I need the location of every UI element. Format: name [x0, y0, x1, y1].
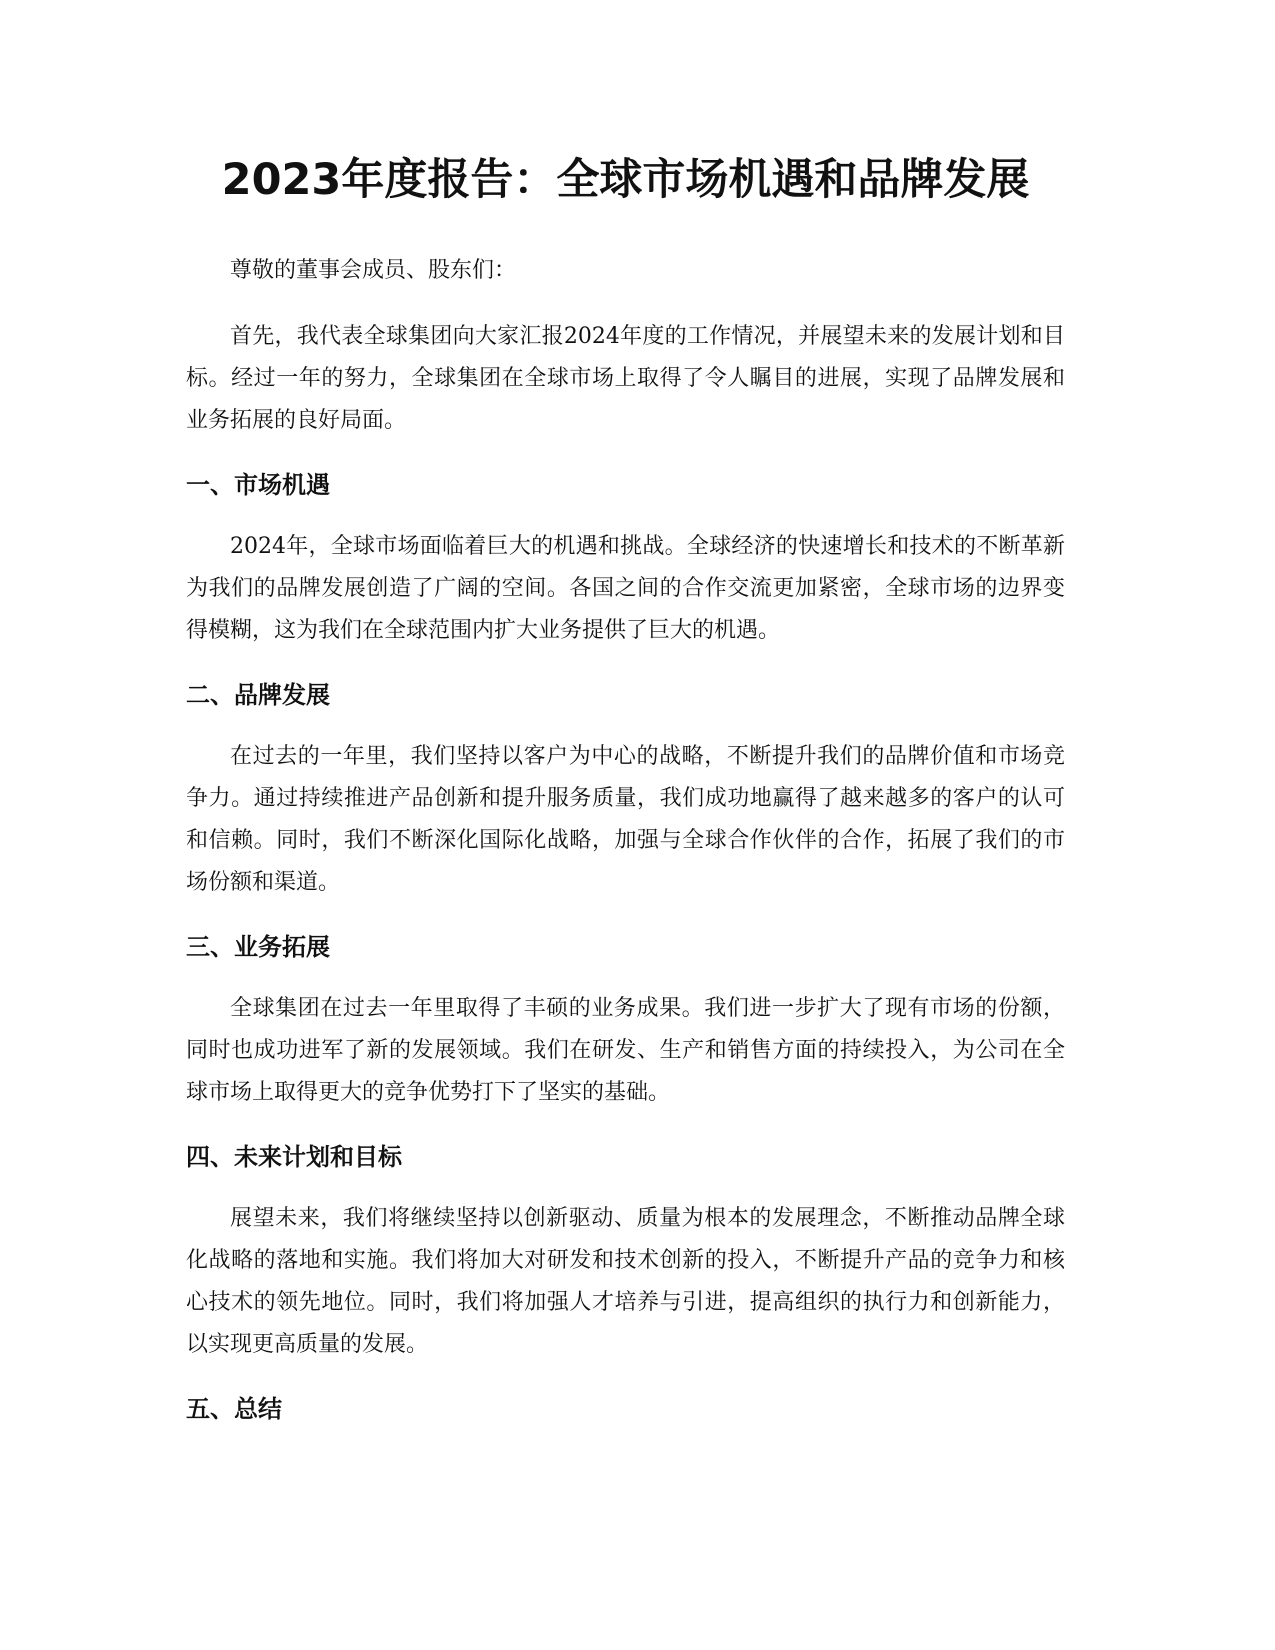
section-heading-market-opportunity: 一、市场机遇: [186, 471, 330, 499]
section-body-market-opportunity: 2024年，全球市场面临着巨大的机遇和挑战。全球经济的快速增长和技术的不断革新为我们的品牌发展创造了广阔的空间。各国之间的合作交流更加紧密，全球市场的边界变得模糊，这为我们在全球范围内扩大业务提供了巨大的机遇。: [186, 534, 1065, 643]
section-heading-business-expansion: 三、业务拓展: [186, 933, 330, 961]
section-body-business-expansion: 全球集团在过去一年里取得了丰硕的业务成果。我们进一步扩大了现有市场的份额，同时也成功进军了新的发展领域。我们在研发、生产和销售方面的持续投入，为公司在全球市场上取得更大的竞争优势打下了坚实的基础。: [186, 996, 1065, 1105]
section-body-brand-development: 在过去的一年里，我们坚持以客户为中心的战略，不断提升我们的品牌价值和市场竞争力。通过持续推进产品创新和提升服务质量，我们成功地赢得了越来越多的客户的认可和信赖。同时，我们不断深化国际化战略，加强与全球合作伙伴的合作，拓展了我们的市场份额和渠道。: [186, 744, 1065, 895]
section-heading-brand-development: 二、品牌发展: [186, 681, 330, 709]
section-heading-summary: 五、总结: [186, 1395, 282, 1423]
intro-paragraph: 首先，我代表全球集团向大家汇报2024年度的工作情况，并展望未来的发展计划和目标。经过一年的努力，全球集团在全球市场上取得了令人瞩目的进展，实现了品牌发展和业务拓展的良好局面。: [186, 324, 1065, 433]
section-heading-future-plans: 四、未来计划和目标: [186, 1143, 402, 1171]
salutation: 尊敬的董事会成员、股东们：: [230, 258, 517, 283]
document-title: 2023年度报告：全球市场机遇和品牌发展: [221, 155, 1030, 205]
section-body-future-plans: 展望未来，我们将继续坚持以创新驱动、质量为根本的发展理念，不断推动品牌全球化战略的落地和实施。我们将加大对研发和技术创新的投入，不断提升产品的竞争力和核心技术的领先地位。同时，我们将加强人才培养与引进，提高组织的执行力和创新能力，以实现更高质量的发展。: [186, 1206, 1065, 1357]
